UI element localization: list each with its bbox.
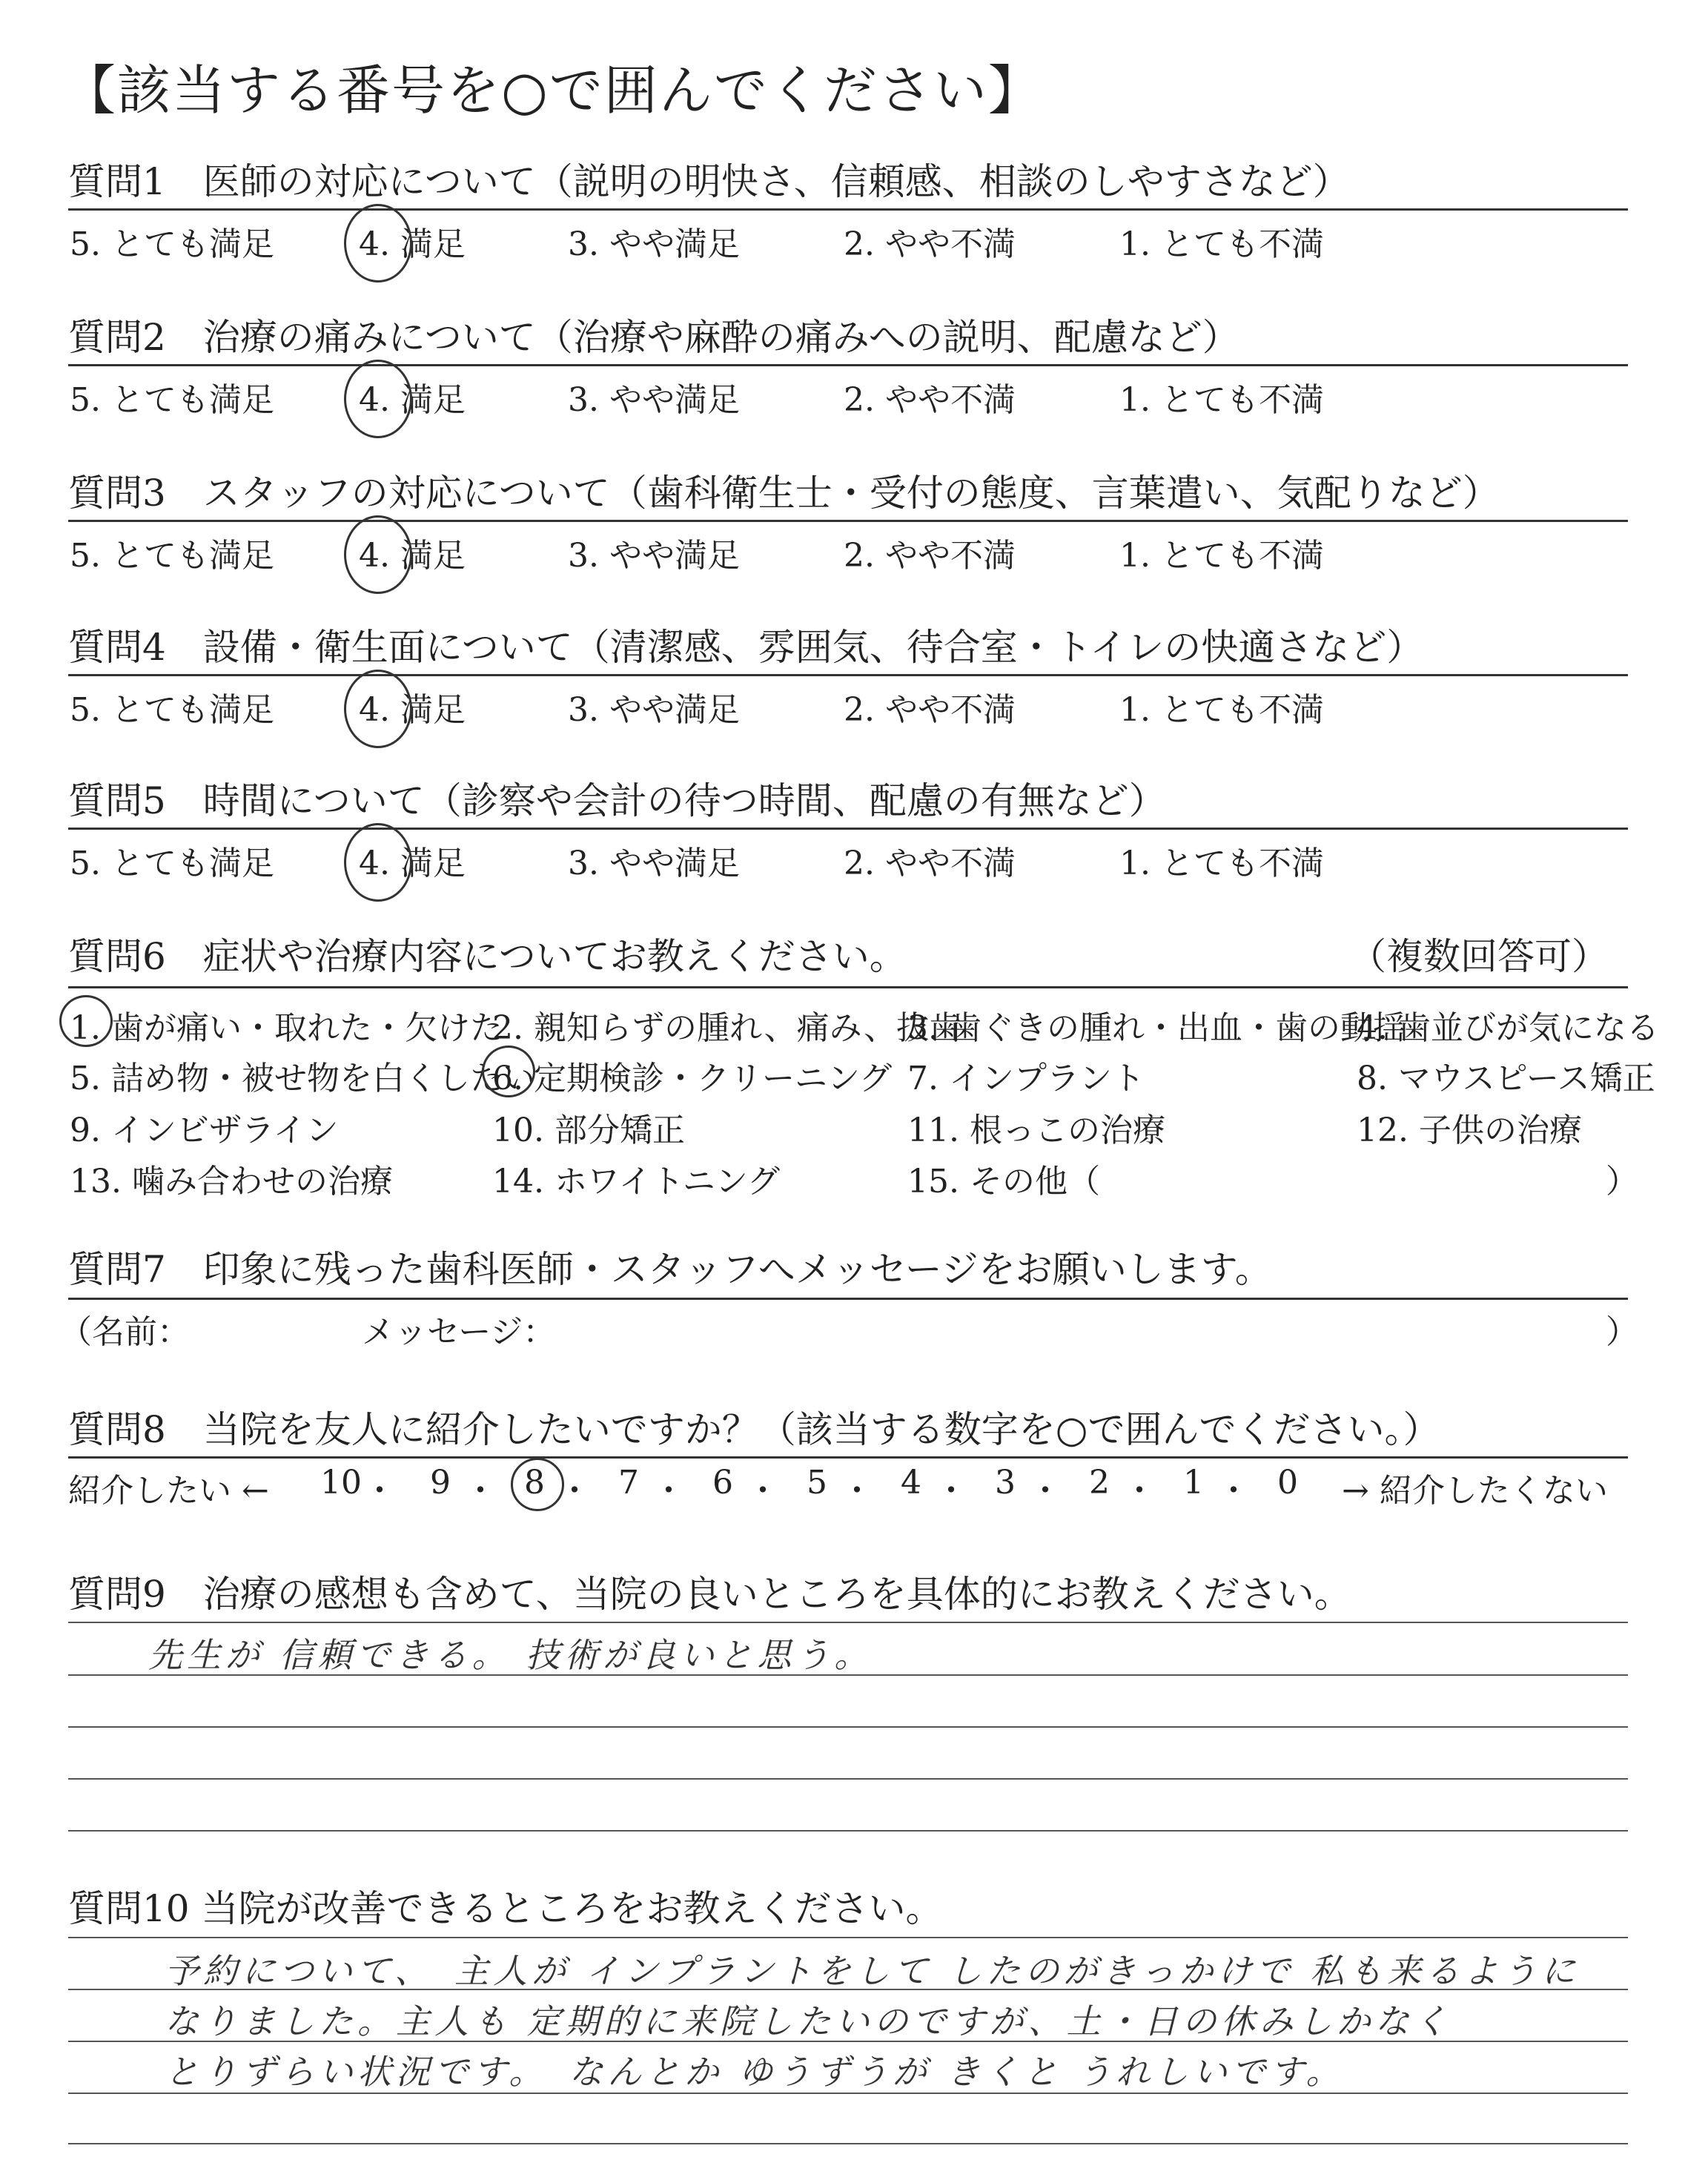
question-title: 質問2 治療の痛みについて（治療や麻酔の痛みへの説明、配慮など）	[68, 316, 1239, 359]
selection-circle	[511, 1458, 564, 1511]
question-title: 質問4 設備・衛生面について（清潔感、雰囲気、待合室・トイレの快適さなど）	[68, 626, 1424, 669]
message-label: メッセージ：	[362, 1313, 556, 1351]
question-title: 質問10 当院が改善できるところをお教えください。	[68, 1887, 943, 1930]
selection-circle	[59, 995, 113, 1047]
ruled-line	[68, 1778, 1628, 1780]
question-title: 質問3 スタッフの対応について（歯科衛生士・受付の態度、言葉遣い、気配りなど）	[68, 472, 1500, 515]
ruled-line	[68, 1622, 1628, 1623]
handwritten-answer: 先生が 信頼できる。 技術が良いと思う。	[148, 1635, 873, 1675]
scale-separator: ・	[464, 1472, 497, 1510]
rating-option[interactable]: 4. 満足	[359, 691, 466, 729]
rating-option[interactable]: 3. やや満足	[568, 537, 740, 575]
ruled-line	[68, 1937, 1628, 1938]
scale-number[interactable]: 9	[430, 1464, 451, 1502]
ruled-line	[68, 674, 1628, 676]
symptom-option[interactable]: 1. 歯が痛い・取れた・欠けた	[70, 1009, 503, 1047]
scale-number[interactable]: 1	[1183, 1464, 1204, 1502]
selection-circle	[344, 360, 412, 438]
symptom-option[interactable]: 10. 部分矯正	[492, 1112, 685, 1149]
rating-option[interactable]: 4. 満足	[359, 845, 466, 882]
rating-option[interactable]: 1. とても不満	[1119, 381, 1324, 419]
scale-number[interactable]: 3	[995, 1464, 1016, 1502]
scale-number[interactable]: 6	[712, 1464, 733, 1502]
selection-circle	[344, 823, 412, 902]
rating-option[interactable]: 3. やや満足	[568, 381, 740, 419]
scale-number[interactable]: 7	[618, 1464, 639, 1502]
scale-right-label: → 紹介したくない	[1342, 1472, 1608, 1510]
scale-number[interactable]: 5	[807, 1464, 827, 1502]
scale-number[interactable]: 0	[1277, 1464, 1298, 1502]
ruled-line	[68, 1456, 1628, 1459]
rating-option[interactable]: 1. とても不満	[1119, 691, 1324, 729]
rating-option[interactable]: 2. やや不満	[844, 381, 1016, 419]
question-title: 質問6 症状や治療内容についてお教えください。	[68, 935, 907, 978]
ruled-line	[68, 364, 1628, 366]
question-title: 質問7 印象に残った歯科医師・スタッフへメッセージをお願いします。	[68, 1248, 1272, 1291]
scale-separator: ・	[1029, 1472, 1062, 1510]
symptom-option[interactable]: 4. 歯並びが気になる	[1357, 1009, 1659, 1047]
symptom-option[interactable]: 13. 噛み合わせの治療	[70, 1163, 393, 1200]
scale-separator: ・	[652, 1472, 685, 1510]
rating-option[interactable]: 4. 満足	[359, 225, 466, 263]
ruled-line	[68, 1298, 1628, 1300]
selection-circle	[344, 670, 412, 748]
rating-option[interactable]: 2. やや不満	[844, 691, 1016, 729]
close-paren: ）	[1606, 1313, 1638, 1351]
scale-number[interactable]: 8	[524, 1464, 545, 1502]
close-paren: ）	[1606, 1163, 1638, 1200]
rating-option[interactable]: 2. やや不満	[844, 845, 1016, 882]
multiple-answer-note: （複数回答可）	[1349, 935, 1609, 978]
scale-separator: ・	[935, 1472, 967, 1510]
rating-option[interactable]: 1. とても不満	[1119, 225, 1324, 263]
selection-circle	[482, 1046, 535, 1097]
ruled-line	[68, 208, 1628, 211]
scale-separator: ・	[841, 1472, 873, 1510]
symptom-option[interactable]: 7. インプラント	[907, 1060, 1145, 1097]
question-title: 質問5 時間について（診察や会計の待つ時間、配慮の有無など）	[68, 779, 1166, 822]
rating-option[interactable]: 5. とても満足	[70, 381, 274, 419]
symptom-option[interactable]: 11. 根っこの治療	[907, 1112, 1165, 1149]
rating-option[interactable]: 3. やや満足	[568, 225, 740, 263]
rating-option[interactable]: 2. やや不満	[844, 537, 1016, 575]
rating-option[interactable]: 1. とても不満	[1119, 845, 1324, 882]
symptom-option[interactable]: 14. ホワイトニング	[492, 1163, 781, 1200]
question-title: 質問1 医師の対応について（説明の明快さ、信頼感、相談のしやすさなど）	[68, 160, 1350, 203]
handwritten-answer: なりました。主人も 定期的に来院したいのですが、土・日の休みしかなく	[165, 2001, 1452, 2041]
rating-option[interactable]: 5. とても満足	[70, 537, 274, 575]
scale-separator: ・	[363, 1472, 396, 1510]
ruled-line	[68, 1726, 1628, 1728]
ruled-line	[68, 1830, 1628, 1832]
selection-circle	[344, 204, 412, 283]
symptom-option[interactable]: 15. その他（	[907, 1163, 1100, 1200]
symptom-option[interactable]: 12. 子供の治療	[1357, 1112, 1582, 1149]
question-title: 質問9 治療の感想も含めて、当院の良いところを具体的にお教えください。	[68, 1573, 1351, 1616]
handwritten-answer: 予約について、 主人が インプラントをして したのがきっかけで 私も来るように	[165, 1951, 1580, 1991]
scale-separator: ・	[558, 1472, 591, 1510]
rating-option[interactable]: 3. やや満足	[568, 691, 740, 729]
scale-number[interactable]: 10	[320, 1464, 362, 1502]
scale-separator: ・	[1123, 1472, 1156, 1510]
symptom-option[interactable]: 6. 定期検診・クリーニング	[492, 1060, 893, 1097]
rating-option[interactable]: 5. とても満足	[70, 691, 274, 729]
rating-option[interactable]: 4. 満足	[359, 381, 466, 419]
scale-separator: ・	[1217, 1472, 1250, 1510]
symptom-option[interactable]: 8. マウスピース矯正	[1357, 1060, 1655, 1097]
symptom-option[interactable]: 2. 親知らずの腫れ、痛み、抜歯	[492, 1009, 962, 1047]
ruled-line	[68, 520, 1628, 522]
ruled-line	[68, 828, 1628, 830]
instruction-header: 【該当する番号を○で囲んでください】	[62, 59, 1043, 122]
rating-option[interactable]: 1. とても不満	[1119, 537, 1324, 575]
rating-option[interactable]: 4. 満足	[359, 537, 466, 575]
question-title: 質問8 当院を友人に紹介したいですか？（該当する数字を○で囲んでください。）	[68, 1408, 1440, 1451]
ruled-line	[68, 986, 1628, 988]
scale-number[interactable]: 2	[1089, 1464, 1110, 1502]
selection-circle	[344, 515, 412, 594]
name-label: （名前：	[59, 1313, 190, 1351]
symptom-option[interactable]: 9. インビザライン	[70, 1112, 339, 1149]
scale-separator: ・	[747, 1472, 779, 1510]
rating-option[interactable]: 2. やや不満	[844, 225, 1016, 263]
symptom-option[interactable]: 5. 詰め物・被せ物を白くしたい	[70, 1060, 535, 1097]
handwritten-answer: とりずらい状況です。 なんとか ゆうずうが きくと うれしいです。	[165, 2052, 1345, 2092]
rating-option[interactable]: 5. とても満足	[70, 225, 274, 263]
scale-left-label: 紹介したい ←	[68, 1472, 269, 1510]
symptom-option[interactable]: 3. 歯ぐきの腫れ・出血・歯の動揺	[907, 1009, 1406, 1047]
ruled-line	[68, 2143, 1628, 2144]
rating-option[interactable]: 5. とても満足	[70, 845, 274, 882]
scale-number[interactable]: 4	[901, 1464, 921, 1502]
rating-option[interactable]: 3. やや満足	[568, 845, 740, 882]
